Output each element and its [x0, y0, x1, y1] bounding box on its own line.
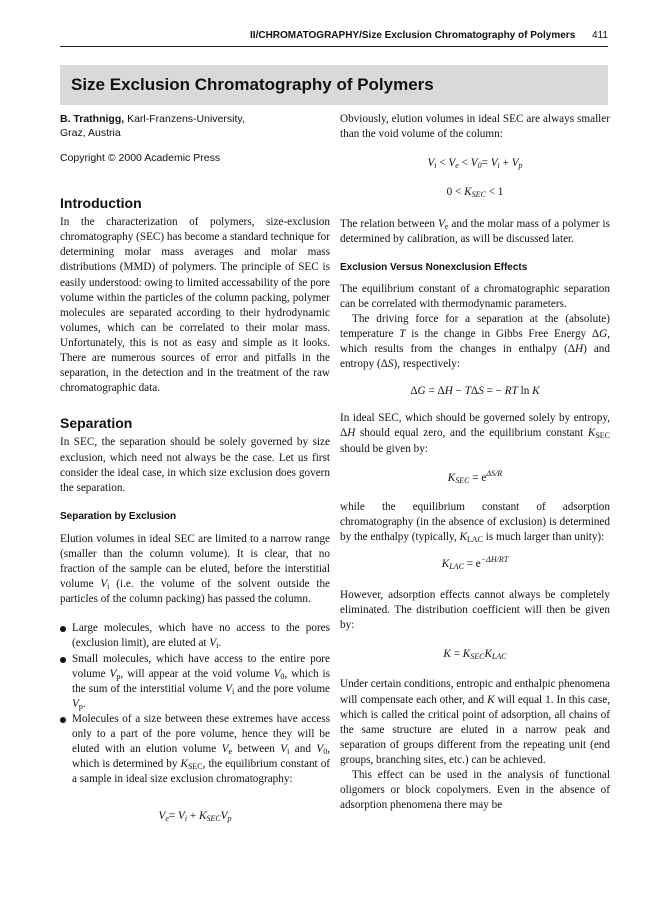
exclusion-vs-nonexclusion-heading: Exclusion Versus Nonexclusion Effects: [340, 261, 528, 273]
article-title-banner: [60, 65, 608, 105]
introduction-paragraph: In the characterization of polymers, size-exclusion chromatography (SEC) has become a standard technique for determining molar mass averages and molar mass distributions (MMD) of polymers. The principle of SEC is easily understood: owing to limited accessability of the pore volume within the particles of the column packing, polymer molecules are separated according to their hydrodynamic volumes, which can be correlated to their molar mass. Unfortunately, this is not as easy and simple as it looks. There are numerous sources of error and pitfalls in the separation, in the detection and in the treatment of the raw chromatographic data.: [60, 216, 330, 395]
equation-klac: $K_{LAC} = e^{-\Delta H/RT}$: [441, 554, 509, 571]
left-column: [60, 112, 330, 824]
equation-k-product: $K = K_{SEC}K_{LAC}$: [443, 648, 507, 662]
separation-heading: Separation: [60, 415, 133, 432]
bullet-icon: [60, 657, 66, 663]
running-header: [60, 30, 608, 41]
bullet-icon: [60, 626, 66, 632]
elution-bullet-list: [60, 621, 330, 787]
equation-elution-volume: $V_e= V_i + K_{SEC}V_p$: [158, 810, 232, 824]
bullet-icon: [60, 717, 66, 723]
separation-paragraph: In SEC, the separation should be solely governed by size exclusion, which need not always be the case. Let us first consider the ideal case, in which size exclusion does govern the separation.: [60, 436, 330, 494]
list-item: Molecules of a size between these extremes have access only to a part of the pore volume, hence they will be eluted with an elution volume $V_e$ between $V_i$ and $V_0$, which is determined by $K_{SEC}$, the equilibrium constant of a sample in ideal size exclusion chromatography:: [60, 712, 330, 787]
adsorption-paragraph: while the equilibrium constant of adsorption chromatography (in the absence of exclusion) is determined by the enthalpy (typically, $K_{LAC}$ is much larger than unity):: [340, 500, 610, 544]
author-block: [60, 112, 330, 140]
copyright-notice: Copyright © 2000 Academic Press: [60, 152, 221, 164]
affiliation-line-2: Graz, Austria: [60, 127, 121, 139]
header-rule: [60, 46, 608, 47]
equation-ksec: $K_{SEC} = e^{\Delta S/R}$: [447, 468, 503, 485]
list-item: Large molecules, which have no access to the pores (exclusion limit), are eluted at $V_i$.: [60, 621, 330, 651]
author-name: B. Trathnigg,: [60, 113, 125, 125]
ideal-sec-paragraph: In ideal SEC, which should be governed solely by entropy, ΔH should equal zero, and the equilibrium constant $K_{SEC}$ should be given by:: [340, 412, 611, 455]
equation-ksec-range: $0 < K_{SEC} < 1$: [446, 186, 504, 200]
driving-force-paragraph: The driving force for a separation at the (absolute) temperature T is the change in Gibbs Free Energy ΔG, which results from the changes in enthalpy (ΔH) and entropy (ΔS), respectively:: [340, 312, 610, 371]
calibration-paragraph: The relation between $V_e$ and the molar mass of a polymer is determined by calibration, as will be discussed later.: [340, 218, 611, 246]
affiliation-line-1: Karl-Franzens-University,: [127, 113, 245, 125]
separation-by-exclusion-heading: Separation by Exclusion: [60, 510, 177, 522]
right-column: [340, 112, 610, 813]
functional-oligomers-paragraph: This effect can be used in the analysis of functional oligomers or block copolymers. Even in the absence of adsorption phenomena there may be: [340, 769, 610, 812]
void-volume-paragraph: Obviously, elution volumes in ideal SEC are always smaller than the void volume of the column:: [340, 113, 610, 141]
equation-volume-inequality: $V_i < V_e < V_0= V_i + V_p$: [427, 157, 523, 171]
running-title: II/CHROMATOGRAPHY/Size Exclusion Chromatography of Polymers: [250, 30, 576, 41]
critical-point-paragraph: Under certain conditions, entropic and enthalpic phenomena will compensate each other, and K will equal 1. In this case, which is called the critical point of adsorption, all chains of the same structure are eluted in a narrow peak and separation of groups different from the repeating unit (end groups, branching sites, etc.) can be achieved.: [340, 678, 610, 766]
elution-paragraph: Elution volumes in ideal SEC are limited to a narrow range (smaller than the column volume). It is clear, that no fraction of the sample can be eluted, before the interstitial volume $V_i$ (i.e. the volume of the solvent outside the particles of the column packing) has passed the column.: [60, 532, 330, 606]
equation-gibbs: ΔG = ΔH − TΔS = − RT ln K: [410, 385, 540, 398]
article-title: Size Exclusion Chromatography of Polymers: [71, 75, 434, 94]
thermodynamics-paragraph: The equilibrium constant of a chromatographic separation can be correlated with thermodynamic parameters.: [340, 282, 610, 310]
introduction-heading: Introduction: [60, 195, 142, 212]
distribution-coefficient-paragraph: However, adsorption effects cannot always be completely eliminated. The distribution coefficient will then be given by:: [340, 589, 610, 632]
list-item: Small molecules, which have access to the entire pore volume $V_p$, will appear at the void volume $V_0$, which is the sum of the interstitial volume $V_i$ and the pore volume $V_p$.: [60, 652, 330, 712]
page-number: 411: [592, 30, 608, 41]
